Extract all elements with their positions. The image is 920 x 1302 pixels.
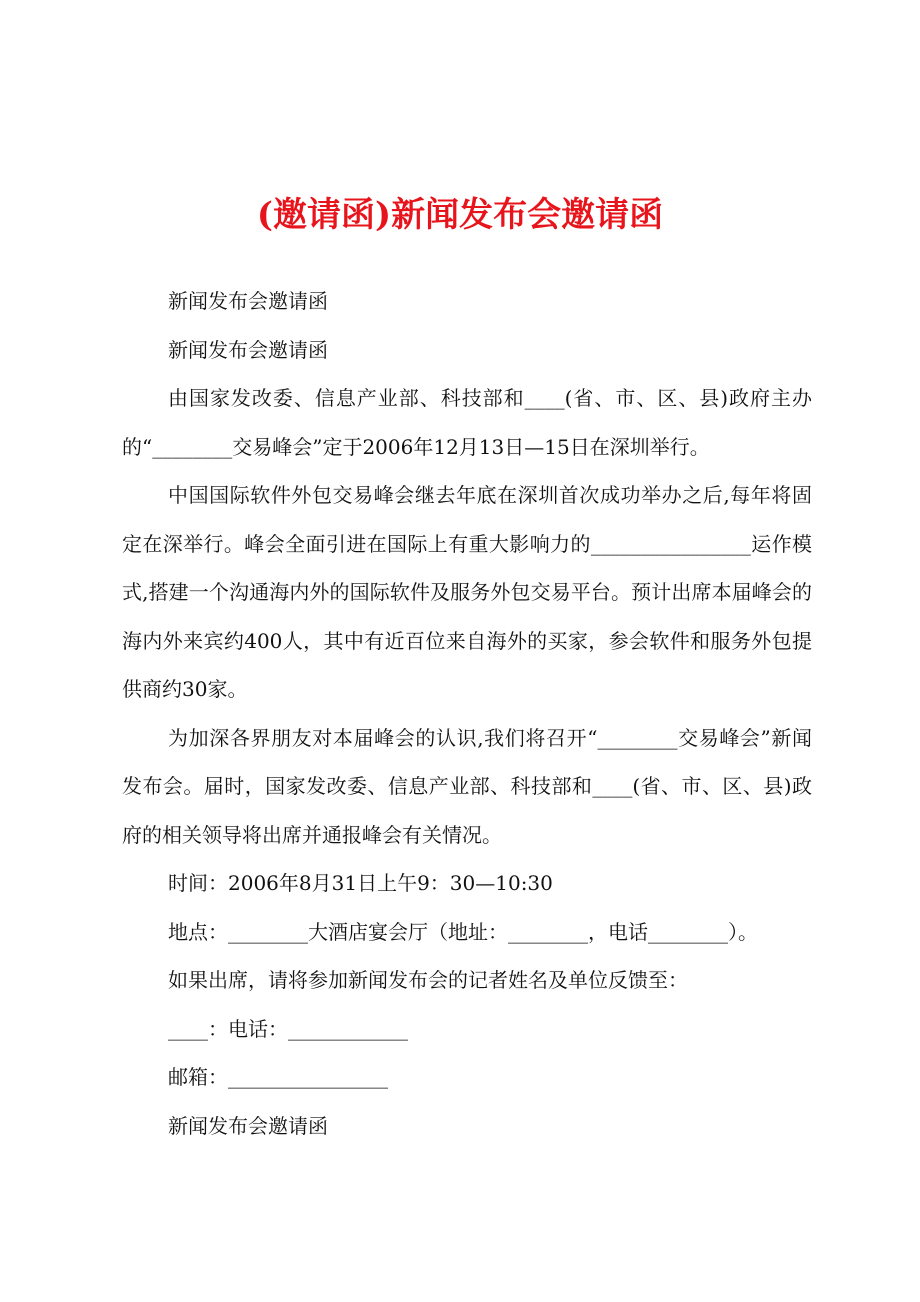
paragraph-summit-description: 中国国际软件外包交易峰会继去年底在深圳首次成功举办之后,每年将固定在深举行。峰会全面引进在国际上有重大影响力的________________运作模式,搭建一个沟通海内外的国际软件及服务外包交易平台。预计出席本届峰会的海内外来宾约400人，其中有近百位来自海外的买家，参会软件和服务外包提供商约30家。	[122, 483, 812, 701]
paragraph-heading-1: 新闻发布会邀请函	[168, 289, 328, 313]
paragraph-heading-2: 新闻发布会邀请函	[168, 337, 328, 362]
paragraph-time: 时间：2006年8月31日上午9：30—10:30	[168, 871, 553, 895]
paragraph-contact-phone: ____：电话：____________	[168, 1016, 408, 1041]
paragraph-press-conference: 为加深各界朋友对本届峰会的认识,我们将召开“________交易峰会”新闻发布会。届时，国家发改委、信息产业部、科技部和____(省、市、区、县)政府的相关领导将出席并通报峰会有关情况。	[122, 725, 812, 847]
paragraph-location: 地点：________大酒店宴会厅（地址：________，电话________）。	[168, 919, 758, 944]
paragraph-contact-email: 邮箱：________________	[168, 1065, 388, 1089]
document-title: (邀请函)新闻发布会邀请函	[256, 195, 664, 235]
paragraph-footer: 新闻发布会邀请函	[168, 1113, 328, 1138]
document-body	[122, 277, 812, 1150]
paragraph-intro: 由国家发改委、信息产业部、科技部和____(省、市、区、县)政府主办的“________交易峰会”定于2006年12月13日—15日在深圳举行。	[122, 386, 812, 459]
paragraph-rsvp: 如果出席，请将参加新闻发布会的记者姓名及单位反馈至：	[168, 968, 688, 992]
